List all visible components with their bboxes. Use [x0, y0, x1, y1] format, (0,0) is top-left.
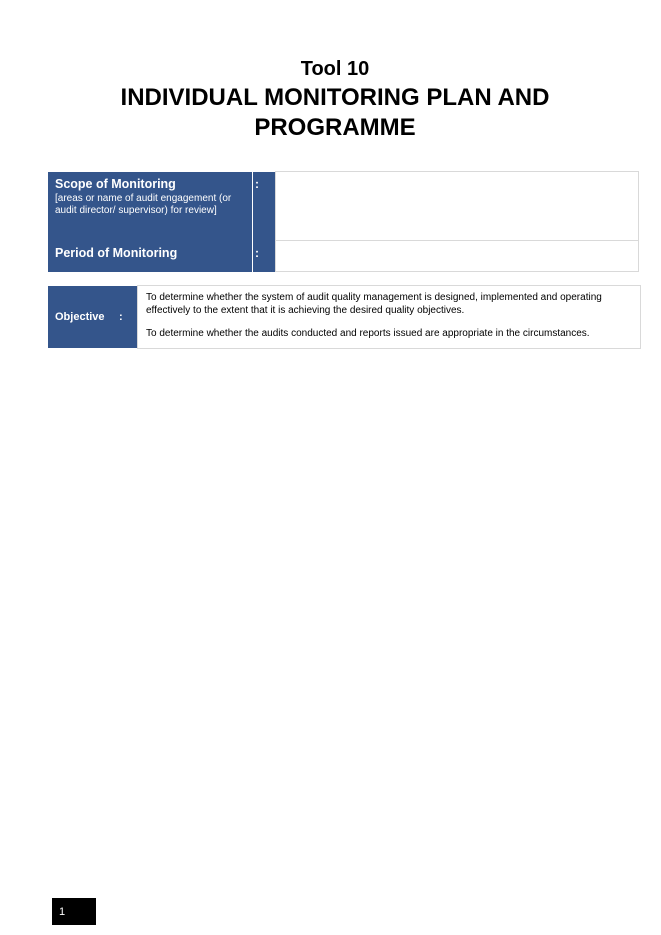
objective-table — [48, 285, 641, 349]
scope-label-title: Scope of Monitoring — [55, 176, 176, 191]
table-row — [48, 172, 639, 241]
period-colon: : — [255, 241, 276, 272]
objective-paragraph-1: To determine whether the system of audit quality management is designed, implemented and operating effectively to the extent that it is achieving the desired quality objectives. — [146, 292, 602, 316]
table-row — [48, 286, 641, 349]
period-label-title: Period of Monitoring — [55, 245, 178, 260]
table-row — [48, 241, 639, 272]
objective-paragraph-2: To determine whether the audits conducted and reports issued are appropriate in the circumstances. — [146, 328, 590, 339]
objective-content-cell — [138, 286, 641, 349]
scope-label-cell — [48, 172, 253, 241]
page-number-value: 1 — [59, 905, 66, 918]
page-number-badge — [52, 898, 96, 925]
page-title — [48, 56, 622, 143]
title-main-heading: INDIVIDUAL MONITORING PLAN AND PROGRAMME — [120, 84, 550, 141]
period-value-field[interactable] — [276, 241, 639, 272]
scope-colon: : — [255, 172, 276, 241]
objective-label: Objective — [48, 286, 119, 349]
scope-value-field[interactable] — [276, 172, 639, 241]
scope-monitoring-table — [48, 171, 639, 272]
period-label-cell — [48, 241, 253, 272]
title-tool-number: Tool 10 — [300, 58, 370, 80]
scope-label-subtext: [areas or name of audit engagement (or audit director/ supervisor) for review] — [55, 192, 232, 216]
objective-colon: : — [119, 286, 138, 349]
